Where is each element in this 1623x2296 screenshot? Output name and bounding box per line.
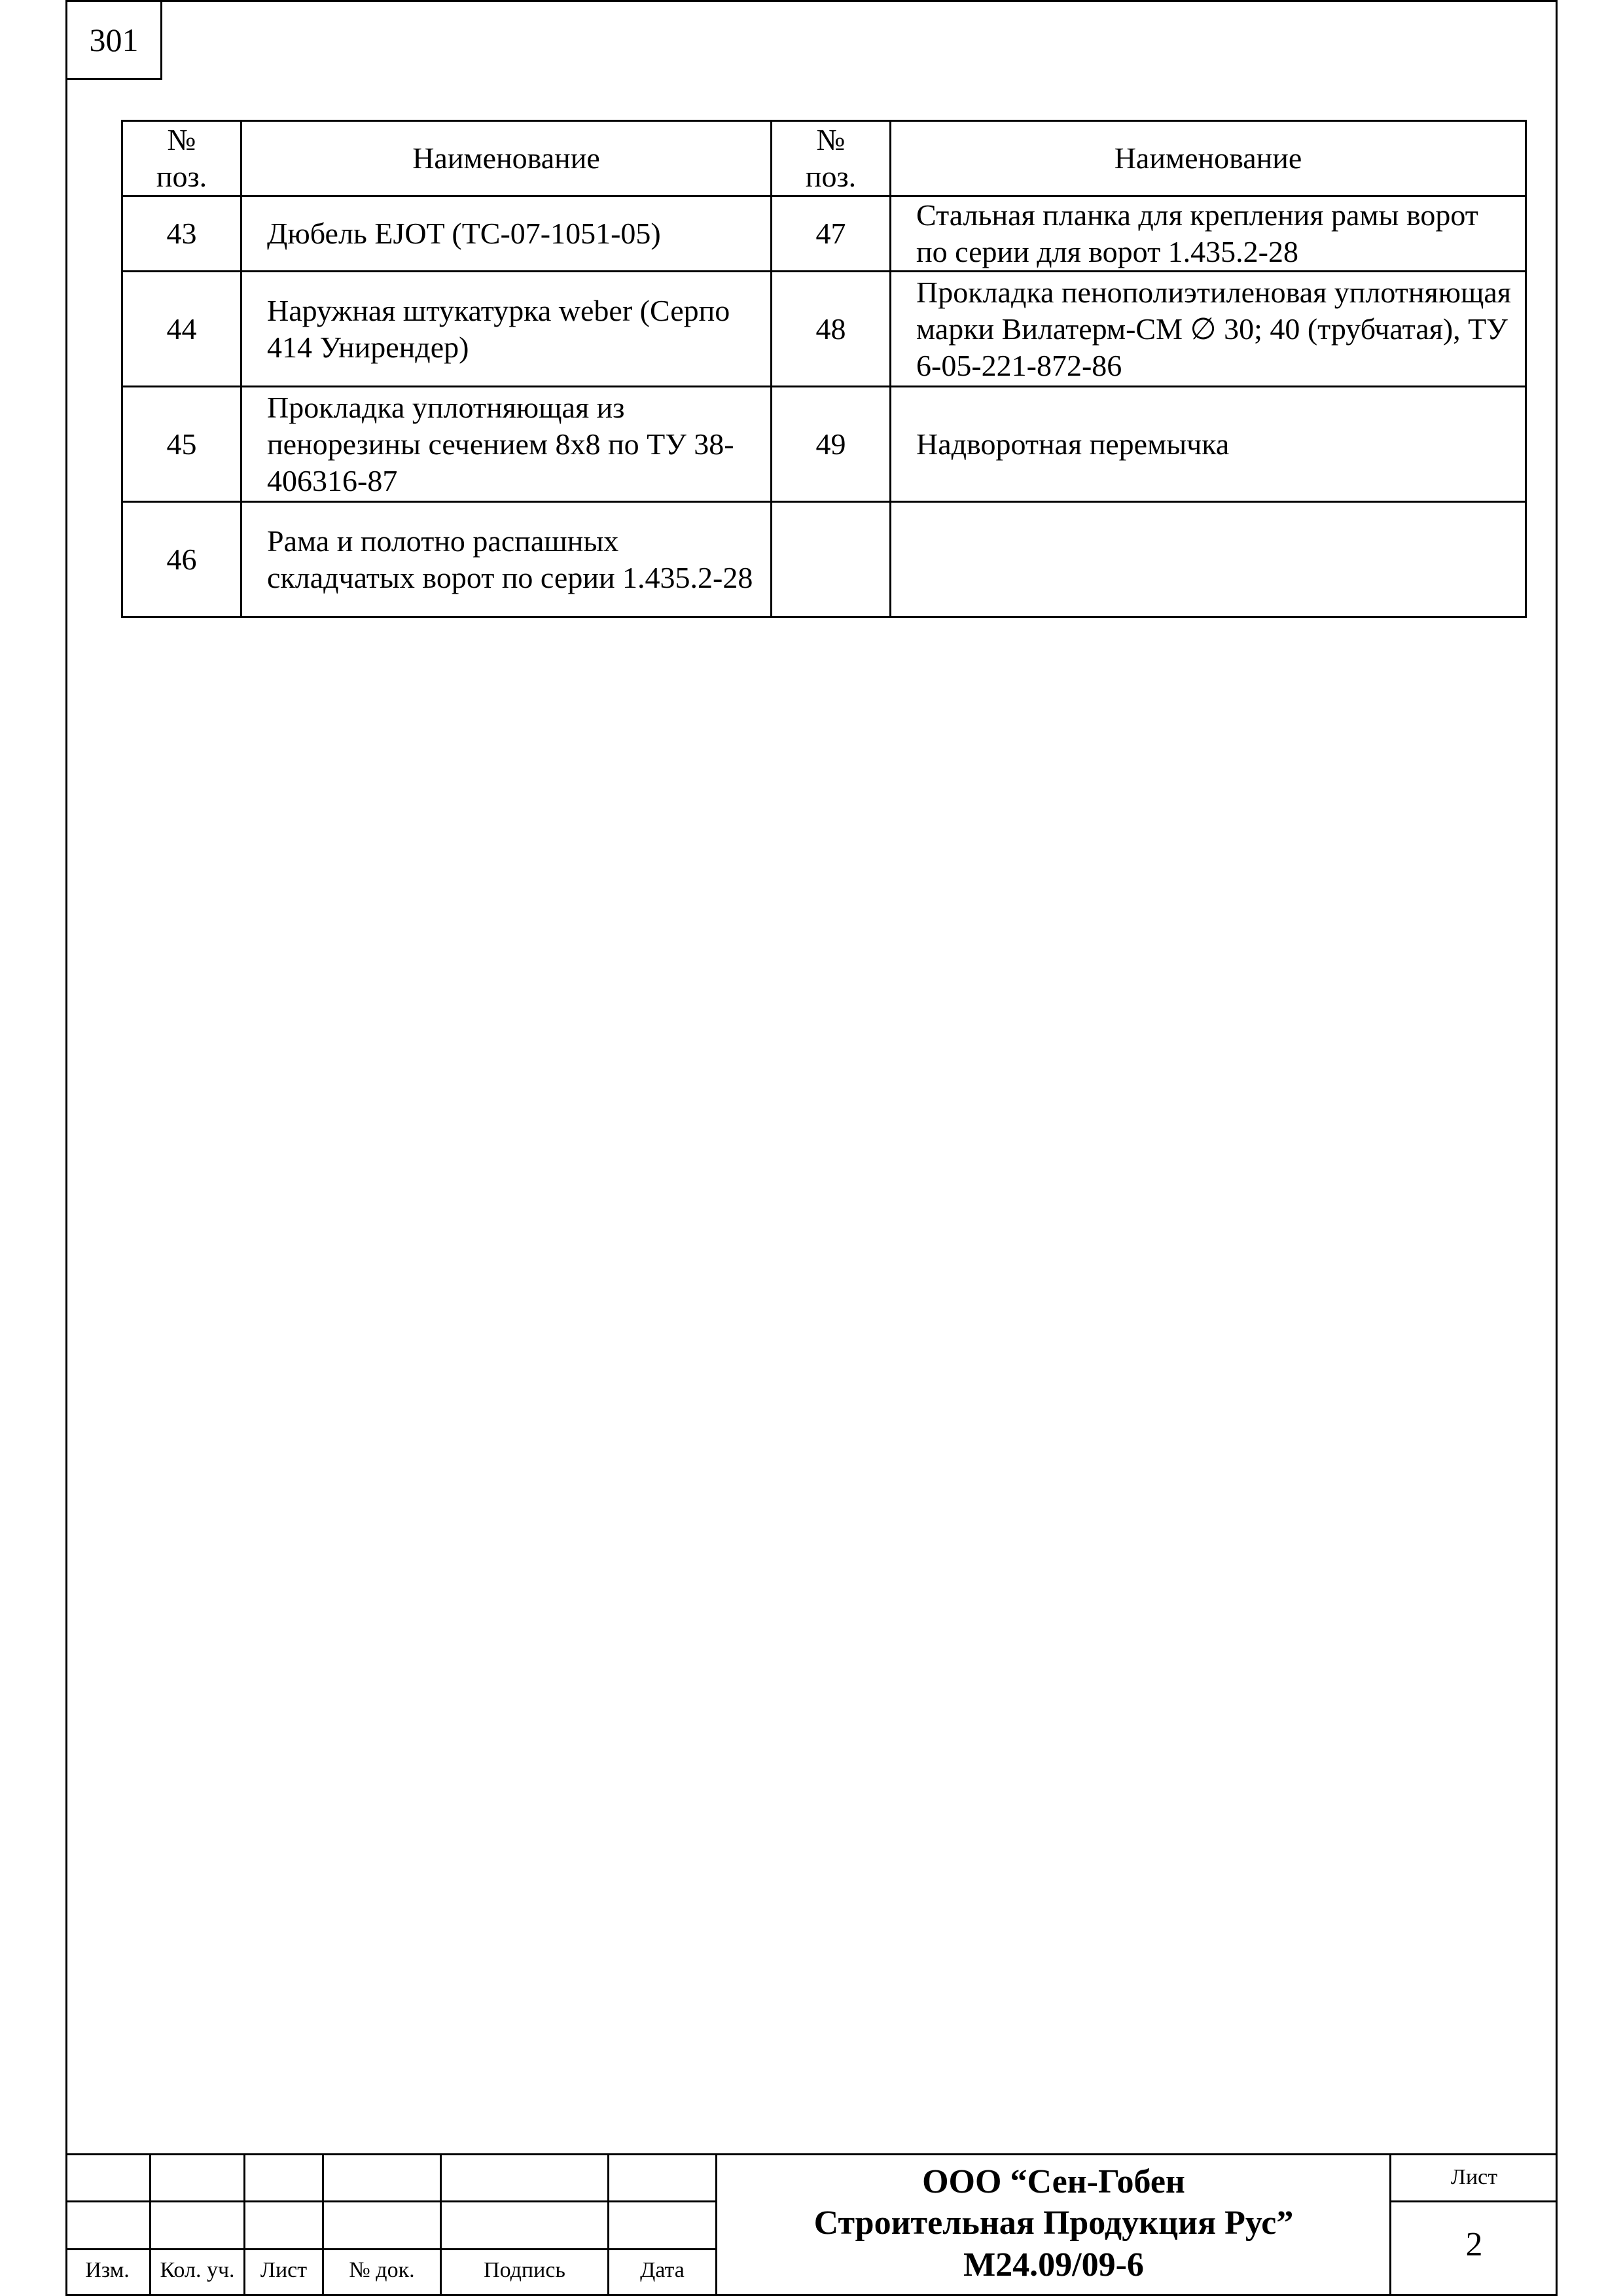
stamp-label-date: Дата [640,2258,685,2282]
sheet-number: 2 [1465,2226,1483,2263]
pos-cell: 47 [772,196,891,272]
table-row [122,387,1526,502]
page-number: 301 [65,0,162,80]
stamp-label-kol-uch: Кол. уч. [160,2258,235,2282]
header-pos-left: № поз. [122,121,241,196]
pos-cell [772,502,891,617]
document-code: М24.09/09-6 [963,2246,1144,2284]
title-block [65,2153,1558,2296]
table-row [122,272,1526,387]
company-line-1: ООО “Сен-Гобен [922,2163,1185,2200]
pos-cell: 46 [122,502,241,617]
pos-cell: 48 [772,272,891,387]
header-pos-right: № поз. [772,121,891,196]
pos-cell: 45 [122,387,241,502]
name-cell: Дюбель EJOT (ТС-07-1051-05) [241,196,772,272]
sheet-label: Лист [1450,2165,1498,2189]
title-block-row-line [65,2200,717,2202]
table-row [122,502,1526,617]
name-cell: Стальная планка для крепления рамы ворот по серии для ворот 1.435.2-28 [891,196,1526,272]
name-cell: Прокладка пенополиэтиленовая уплотняющая марки Вилатерм-СМ ∅ 30; 40 (трубчатая), ТУ 6-05-221-872-86 [891,272,1526,387]
name-cell: Наружная штукатурка weber (Серпо 414 Унирендер) [241,272,772,387]
pos-cell: 43 [122,196,241,272]
title-block-top-border [65,2153,1558,2155]
table-header-row [122,121,1526,196]
company-name [717,2161,1391,2286]
specification-table [121,120,1527,618]
stamp-label-doc-no: № док. [349,2258,415,2282]
stamp-label-izm: Изм. [85,2258,130,2282]
pos-cell: 44 [122,272,241,387]
stamp-label-signature: Подпись [484,2258,565,2282]
pos-cell: 49 [772,387,891,502]
header-name-right: Наименование [891,121,1526,196]
name-cell: Рама и полотно распашных складчатых ворот по серии 1.435.2-28 [241,502,772,617]
name-cell: Прокладка уплотняющая из пенорезины сечением 8х8 по ТУ 38-406316-87 [241,387,772,502]
title-block-row-line [65,2248,717,2250]
table-row [122,196,1526,272]
stamp-label-list: Лист [260,2258,308,2282]
header-name-left: Наименование [241,121,772,196]
sheet-box-divider [1391,2200,1558,2202]
name-cell: Надворотная перемычка [891,387,1526,502]
name-cell [891,502,1526,617]
company-line-2: Строительная Продукция Рус” [813,2204,1294,2242]
